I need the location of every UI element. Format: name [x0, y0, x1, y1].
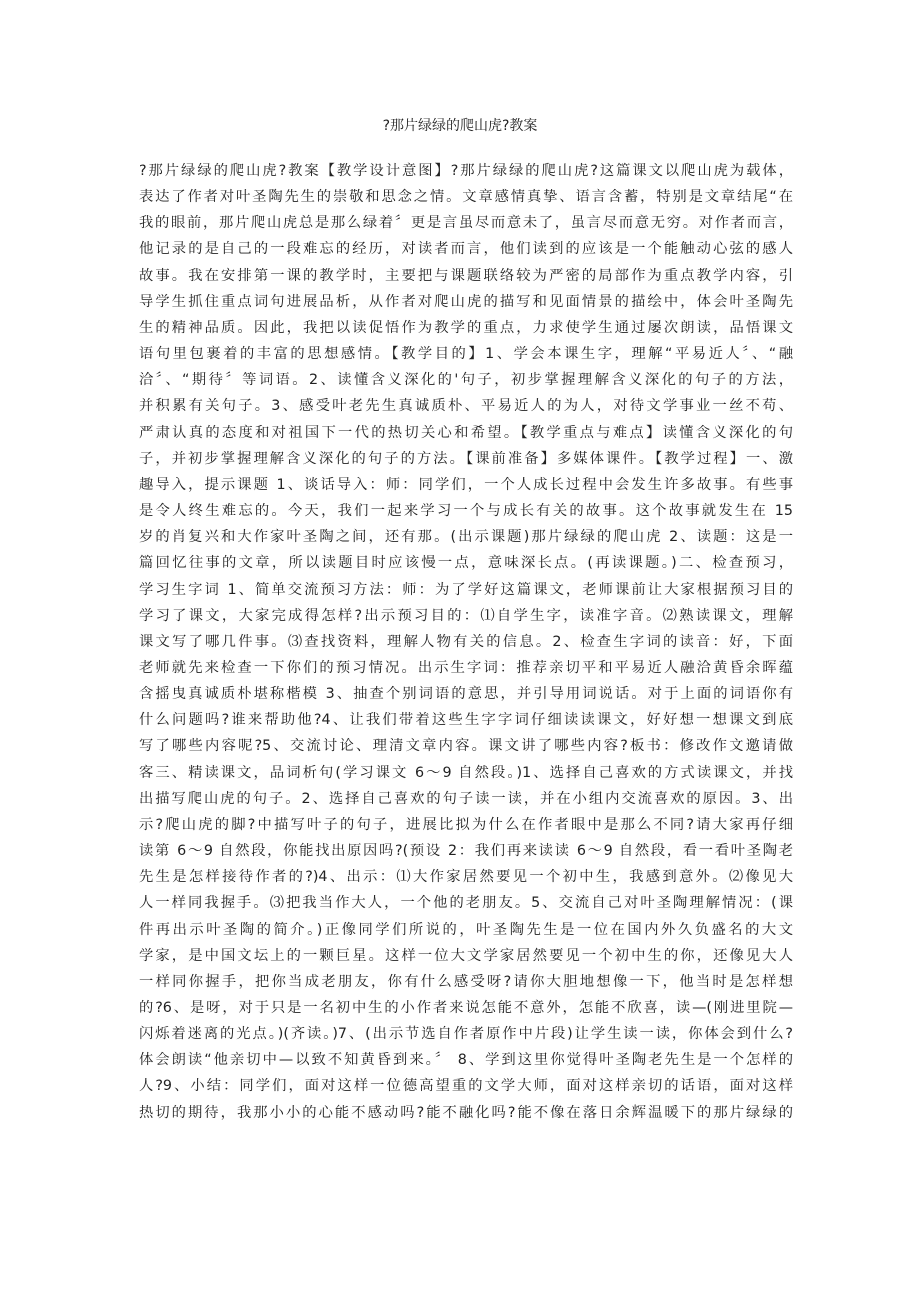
document-body: [139, 158, 793, 1126]
body-text-line: ?那片绿绿的爬山虎?教案【教学设计意图】?那片绿绿的爬山虎?这篇课文以爬山虎为载体，: [139, 163, 793, 179]
body-text-line: 体会朗读“他亲切中—以致不知黄昏到来。〞 8、学到这里你觉得叶圣陶老先生是一个怎样的: [139, 1052, 793, 1069]
body-text-line: 他记录的是自己的一段难忘的经历，对读者而言，他们读到的应该是一个能触动心弦的感人: [139, 241, 793, 258]
body-text-line: 学习生字词 1、简单交流预习方法：师：为了学好这篇课文，老师课前让大家根据预习目的: [139, 581, 793, 598]
body-text-line: 热切的期待，我那小小的心能不感动吗?能不融化吗?能不像在落日余辉温暖下的那片绿绿的: [139, 1104, 793, 1121]
body-text-line: 故事。我在安排第一课的教学时，主要把与课题联络较为严密的局部作为重点教学内容，引: [139, 267, 793, 284]
body-text-line: 示?爬山虎的脚?中描写叶子的句子，进展比拟为什么在作者眼中是那么不同?请大家再仔细: [139, 816, 793, 833]
body-text-line: 语句里包裹着的丰富的思想感情。【教学目的】1、学会本课生字，理解“平易近人〞、“融: [139, 346, 793, 363]
body-text-line: 岁的肖复兴和大作家叶圣陶之间，还有那。(出示课题)那片绿绿的爬山虎 2、读题：这是一: [139, 529, 793, 546]
body-text-line: 学家，是中国文坛上的一颗巨星。这样一位大文学家居然要见一个初中生的你，还像见大人: [139, 947, 793, 964]
body-text-line: 严肃认真的态度和对祖国下一代的热切关心和希望。【教学重点与难点】读懂含义深化的句: [139, 424, 793, 441]
body-text-line: 子，并初步掌握理解含义深化的句子的方法。【课前准备】多媒体课件。【教学过程】一、激: [139, 450, 793, 467]
body-text-line: 课文写了哪几件事。⑶查找资料，理解人物有关的信息。2、检查生字词的读音：好，下面: [139, 633, 793, 650]
body-text-line: 什么问题吗?谁来帮助他?4、让我们带着这些生字字词仔细读读课文，好好想一想课文到底: [139, 712, 793, 729]
body-text-line: 学习了课文，大家完成得怎样?出示预习目的：⑴自学生字，读准字音。⑵熟读课文，理解: [139, 607, 793, 624]
body-text-line: 表达了作者对叶圣陶先生的崇敬和思念之情。文章感情真挚、语言含蓄，特别是文章结尾“在: [139, 189, 793, 206]
body-text-line: 并积累有关句子。3、感受叶老先生真诚质朴、平易近人的为人，对待文学事业一丝不苟、: [139, 398, 793, 415]
body-text-line: 导学生抓住重点词句进展品析，从作者对爬山虎的描写和见面情景的描绘中，体会叶圣陶先: [139, 293, 793, 310]
body-text-line: 的?6、是呀，对于只是一名初中生的小作者来说怎能不意外，怎能不欣喜，读—(刚进里院—: [139, 1000, 793, 1016]
body-text-line: 老师就先来检查一下你们的预习情况。出示生字词：推荐亲切平和平易近人融洽黄昏余晖蕴: [139, 659, 793, 676]
body-text-line: 先生是怎样接待作者的?)4、出示：⑴大作家居然要见一个初中生，我感到意外。⑵像见大: [139, 869, 793, 886]
body-text-line: 件再出示叶圣陶的简介。)正像同学们所说的，叶圣陶先生是一位在国内外久负盛名的大文: [139, 921, 793, 938]
body-text-line: 一样同你握手，把你当成老朋友，你有什么感受呀?请你大胆地想像一下，他当时是怎样想: [139, 973, 793, 990]
body-text-line: 人一样同我握手。⑶把我当作大人，一个他的老朋友。5、交流自己对叶圣陶理解情况：(课: [139, 895, 793, 912]
body-text-line: 是令人终生难忘的。今天，我们一起来学习一个与成长有关的故事。这个故事就发生在 15: [139, 503, 793, 520]
page-title: ?那片绿绿的爬山虎?教案: [382, 118, 538, 134]
body-text-line: 我的眼前，那片爬山虎总是那么绿着〞更是言虽尽而意未了，虽言尽而意无穷。对作者而言，: [139, 215, 793, 232]
body-text-line: 篇回忆往事的文章，所以读题目时应该慢一点，意味深长点。(再读课题。)二、检查预习，: [139, 555, 793, 572]
body-text-line: 洽〞、“期待〞等词语。2、读懂含义深化的'句子，初步掌握理解含义深化的句子的方法，: [139, 372, 793, 389]
body-text-line: 趣导入，提示课题 1、谈话导入：师：同学们，一个人成长过程中会发生许多故事。有些事: [139, 476, 793, 493]
body-text-line: 出描写爬山虎的句子。2、选择自己喜欢的句子读一读，并在小组内交流喜欢的原因。3、出: [139, 790, 793, 807]
body-text-line: 闪烁着迷离的光点。)(齐读。)7、(出示节选自作者原作中片段)让学生读一读，你体会到什么?: [139, 1026, 793, 1043]
body-text-line: 人?9、小结：同学们，面对这样一位德高望重的文学大师，面对这样亲切的话语，面对这样: [139, 1078, 793, 1095]
body-text-line: 写了哪些内容呢?5、交流讨论、理清文章内容。课文讲了哪些内容?板书：修改作文邀请做: [139, 738, 793, 755]
body-text-line: 读第 6～9 自然段，你能找出原因吗?(预设 2：我们再来读读 6～9 自然段，看一看叶圣陶老: [139, 843, 793, 860]
body-text-line: 含摇曳真诚质朴堪称楷模 3、抽查个别词语的意思，并引导用词说话。对于上面的词语你有: [139, 686, 793, 703]
body-text-line: 客三、精读课文，品词析句(学习课文 6～9 自然段。)1、选择自己喜欢的方式读课文，并找: [139, 764, 793, 781]
body-text-line: 生的精神品质。因此，我把以读促悟作为教学的重点，力求使学生通过屡次朗读，品悟课文: [139, 319, 793, 336]
